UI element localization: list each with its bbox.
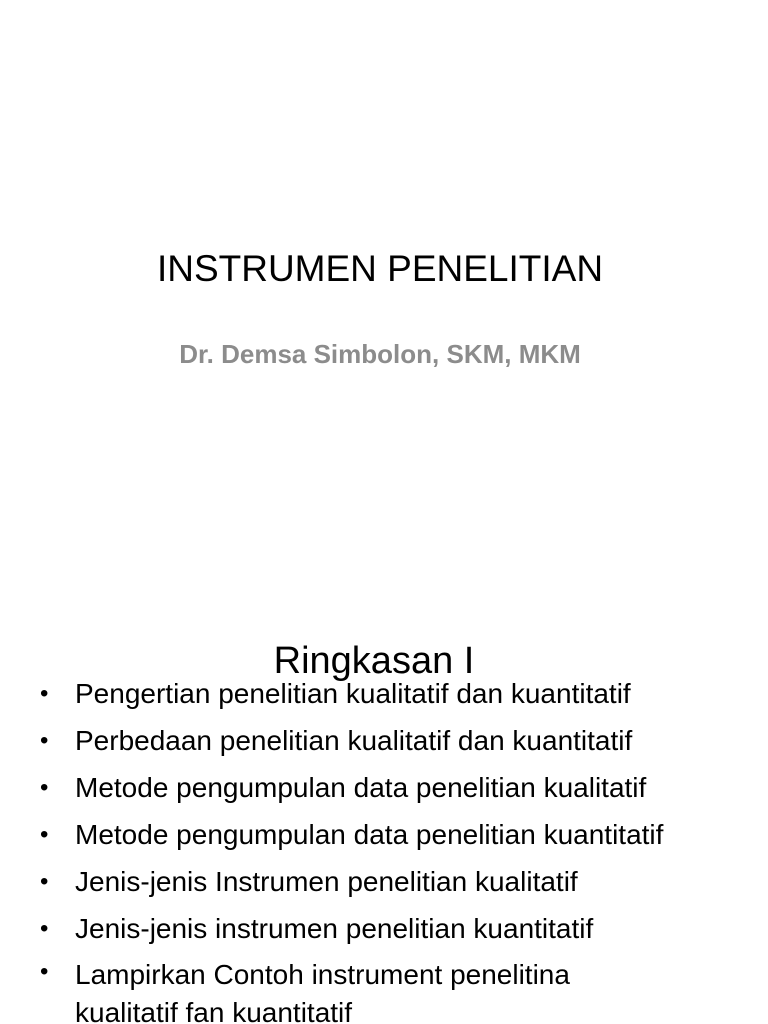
slide-summary <box>0 576 768 1024</box>
slide-1-subtitle: Dr. Demsa Simbolon, SKM, MKM <box>179 339 581 369</box>
bullet-item <box>40 905 762 952</box>
bullet-item <box>40 811 762 858</box>
bullet-text-line-1: Lampirkan Contoh instrument penelitina <box>75 959 570 990</box>
bullet-text: Jenis-jenis instrumen penelitian kuantitatif <box>75 913 594 944</box>
bullet-icon: • <box>40 680 49 707</box>
bullet-icon: • <box>40 868 49 895</box>
bullet-item <box>40 952 762 1024</box>
bullet-icon: • <box>40 958 49 985</box>
bullet-text: Perbedaan penelitian kualitatif dan kuantitatif <box>75 725 633 756</box>
slide-1-title: INSTRUMEN PENELITIAN <box>156 247 604 289</box>
bullet-text: Metode pengumpulan data penelitian kualitatif <box>75 772 647 803</box>
bullet-text: Jenis-jenis Instrumen penelitian kualitatif <box>75 866 578 897</box>
bullet-item <box>40 670 762 717</box>
bullet-item <box>40 717 762 764</box>
bullet-item <box>40 858 762 905</box>
bullet-text-line-2: kualitatif fan kuantitatif <box>75 997 353 1024</box>
bullet-icon: • <box>40 821 49 848</box>
bullet-icon: • <box>40 774 49 801</box>
bullet-icon: • <box>40 727 49 754</box>
bullet-text: Pengertian penelitian kualitatif dan kuantitatif <box>75 678 631 709</box>
bullet-icon: • <box>40 915 49 942</box>
slide-2-title: Ringkasan I <box>273 639 475 682</box>
bullet-list <box>40 670 762 1024</box>
bullet-text: Metode pengumpulan data penelitian kuantitatif <box>75 819 664 850</box>
bullet-item <box>40 764 762 811</box>
